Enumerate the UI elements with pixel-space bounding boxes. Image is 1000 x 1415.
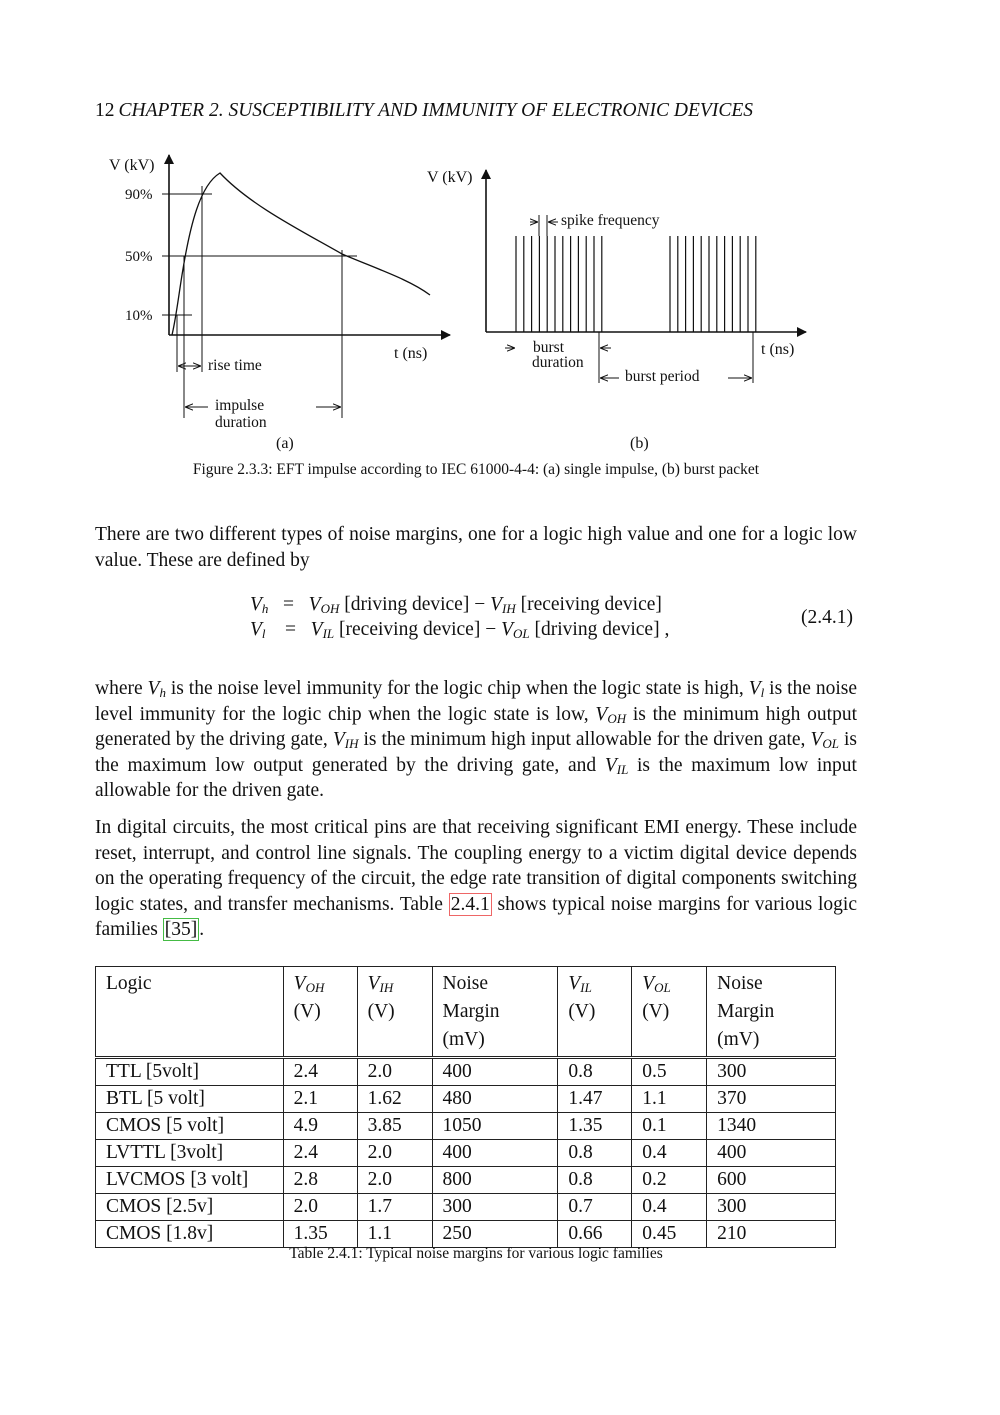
cell-vol: 0.4: [632, 1140, 707, 1167]
para3-end: .: [199, 919, 205, 940]
paragraph-noise-margins-intro: There are two different types of noise margins, one for a logic high value and one for a logic low value. These are defined by: [95, 524, 857, 571]
paragraph-definitions: where $V_h$ is the noise level immunity for the logic chip when the logic state is high, $V_l$ is the noise level immunity for the logic chip when the logic state is low, $V_{OH}$ is the minimum high output generated by the driving gate, $V_{IH}$ is the minimum high input allowable for the driven gate, $V_{OL}$ is the maximum low output generated by the driving gate, and $V_{IL}$ is the maximum low input allowable for the driven gate.: [95, 678, 858, 801]
para3-text: In digital circuits, the most critical pins are that receiving significant EMI energy. These include reset, interrupt, and control line signals. The coupling energy to a victim digital device depends on the operating frequency of the circuit, the edge rate transition of digital components switching logic states, and transfer mechanisms. Table: [95, 817, 857, 915]
para2-text-7: is the maximum low input allowable for the driven gate.: [95, 754, 857, 801]
para2-text-2: is the noise level immunity for the logic chip when the logic state is high,: [165, 678, 749, 699]
level-10-label: 10%: [125, 308, 153, 324]
table-row: [96, 1194, 836, 1221]
header-vih: $V_{IH}$ (V): [357, 967, 432, 1058]
cell-vil: 0.66: [558, 1221, 632, 1248]
panel-a-x-label: t (ns): [394, 345, 428, 362]
cell-logic: LVTTL [3volt]: [96, 1140, 284, 1167]
cell-vil: 0.7: [558, 1194, 632, 1221]
table-reference-link[interactable]: 2.4.1: [450, 893, 490, 915]
table-row: [96, 1113, 836, 1140]
cell-logic: TTL [5volt]: [96, 1058, 284, 1086]
cell-logic: LVCMOS [3 volt]: [96, 1167, 284, 1194]
cell-vil: 0.8: [558, 1058, 632, 1086]
cell-voh: 4.9: [283, 1113, 357, 1140]
cell-nmh: 400: [432, 1140, 558, 1167]
header-logic: Logic: [96, 967, 284, 1058]
cell-voh: 2.8: [283, 1167, 357, 1194]
eq-line2-part2: [driving device] ,: [534, 619, 670, 640]
impulse-label-line2: duration: [215, 414, 267, 431]
burst-spikes: [516, 236, 756, 332]
cell-vih: 2.0: [357, 1058, 432, 1086]
level-90-label: 90%: [125, 187, 153, 203]
cell-nmh: 1050: [432, 1113, 558, 1140]
page-number: 12: [95, 100, 115, 121]
cell-logic: BTL [5 volt]: [96, 1086, 284, 1113]
cell-nmh: 480: [432, 1086, 558, 1113]
cell-nml: 1340: [707, 1113, 836, 1140]
panel-b: [427, 169, 806, 452]
cell-nmh: 250: [432, 1221, 558, 1248]
cell-nml: 370: [707, 1086, 836, 1113]
panel-a: [109, 155, 450, 452]
cell-vih: 3.85: [357, 1113, 432, 1140]
impulse-label-line1: impulse: [215, 397, 265, 414]
cell-voh: 1.35: [283, 1221, 357, 1248]
cell-logic: CMOS [5 volt]: [96, 1113, 284, 1140]
cell-vih: 1.7: [357, 1194, 432, 1221]
chapter-title: CHAPTER 2. SUSCEPTIBILITY AND IMMUNITY OF ELECTRONIC DEVICES: [118, 100, 753, 121]
impulse-curve: [172, 173, 430, 335]
header-vol: $V_{OL}$ (V): [632, 967, 707, 1058]
citation-link[interactable]: [35]: [164, 919, 198, 940]
eq-line2-part1: [receiving device] −: [339, 619, 502, 640]
cell-vih: 1.1: [357, 1221, 432, 1248]
cell-logic: CMOS [1.8v]: [96, 1221, 284, 1248]
cell-vih: 1.62: [357, 1086, 432, 1113]
para2-text-4: is the minimum high output generated by the driving gate,: [95, 703, 858, 750]
equation-number: (2.4.1): [801, 607, 853, 628]
figure-caption: Figure 2.3.3: EFT impulse according to IEC 61000-4-4: (a) single impulse, (b) burst packet: [192, 461, 760, 478]
cell-voh: 2.1: [283, 1086, 357, 1113]
cell-nmh: 800: [432, 1167, 558, 1194]
rise-time-label: rise time: [208, 357, 262, 374]
cell-vil: 1.35: [558, 1113, 632, 1140]
noise-margin-table: [95, 966, 836, 1248]
para2-text-5: is the minimum high input allowable for the driven gate,: [358, 729, 811, 750]
level-50-label: 50%: [125, 249, 153, 265]
para2-text-3: is the noise level immunity for the logic chip when the logic state is low,: [95, 678, 857, 725]
cell-vih: 2.0: [357, 1140, 432, 1167]
burst-period-label: burst period: [625, 368, 700, 385]
burst-duration-line2: duration: [532, 354, 584, 371]
para2-text-1: where: [95, 678, 148, 699]
table-row: [96, 1086, 836, 1113]
cell-vol: 0.5: [632, 1058, 707, 1086]
para2-text-6: is the maximum low output generated by the driving gate, and: [95, 729, 857, 776]
cell-nml: 210: [707, 1221, 836, 1248]
cell-voh: 2.0: [283, 1194, 357, 1221]
panel-b-label: (b): [630, 435, 649, 452]
cell-vol: 0.2: [632, 1167, 707, 1194]
eq-line1-part2: [receiving device]: [520, 594, 662, 615]
cell-logic: CMOS [2.5v]: [96, 1194, 284, 1221]
cell-voh: 2.4: [283, 1058, 357, 1086]
panel-b-y-label: V (kV): [427, 169, 473, 186]
cell-nml: 400: [707, 1140, 836, 1167]
header-noise-margin-low: Noise Margin (mV): [707, 967, 836, 1058]
cell-vil: 0.8: [558, 1167, 632, 1194]
table-row: [96, 1167, 836, 1194]
cell-nml: 300: [707, 1058, 836, 1086]
cell-vil: 1.47: [558, 1086, 632, 1113]
paragraph-critical-pins: [95, 815, 857, 943]
spike-frequency-label: spike frequency: [561, 212, 660, 229]
eq-line1-part1: [driving device] −: [344, 594, 491, 615]
table-header-row: [96, 967, 836, 1058]
table-caption: Table 2.4.1: Typical noise margins for various logic families: [289, 1245, 663, 1262]
cell-nml: 600: [707, 1167, 836, 1194]
table-row: [96, 1058, 836, 1086]
table-row: [96, 1221, 836, 1248]
cell-nmh: 400: [432, 1058, 558, 1086]
panel-b-x-label: t (ns): [761, 341, 795, 358]
cell-vol: 1.1: [632, 1086, 707, 1113]
cell-vol: 0.45: [632, 1221, 707, 1248]
cell-vil: 0.8: [558, 1140, 632, 1167]
equation-line-1: $V_h = V_{OH}$ [driving device] − $V_{IH}$ [receiving device]: [250, 594, 662, 616]
table-row: [96, 1140, 836, 1167]
para3-mid: shows typical noise margins for various logic families: [95, 893, 857, 940]
cell-vol: 0.4: [632, 1194, 707, 1221]
cell-voh: 2.4: [283, 1140, 357, 1167]
header-voh: $V_{OH}$ (V): [283, 967, 357, 1058]
cell-nml: 300: [707, 1194, 836, 1221]
panel-a-y-label: V (kV): [109, 157, 155, 174]
header-vil: $V_{IL}$ (V): [558, 967, 632, 1058]
burst-duration-line1: burst: [533, 339, 564, 356]
cell-vol: 0.1: [632, 1113, 707, 1140]
panel-a-label: (a): [276, 435, 294, 452]
eft-figure: [0, 0, 1000, 460]
cell-nmh: 300: [432, 1194, 558, 1221]
equation-line-2: $V_l$ = $V_{IL}$ [receiving device] − $V_{OL}$ [driving device] ,: [250, 619, 670, 641]
cell-vih: 2.0: [357, 1167, 432, 1194]
header-noise-margin-high: Noise Margin (mV): [432, 967, 558, 1058]
